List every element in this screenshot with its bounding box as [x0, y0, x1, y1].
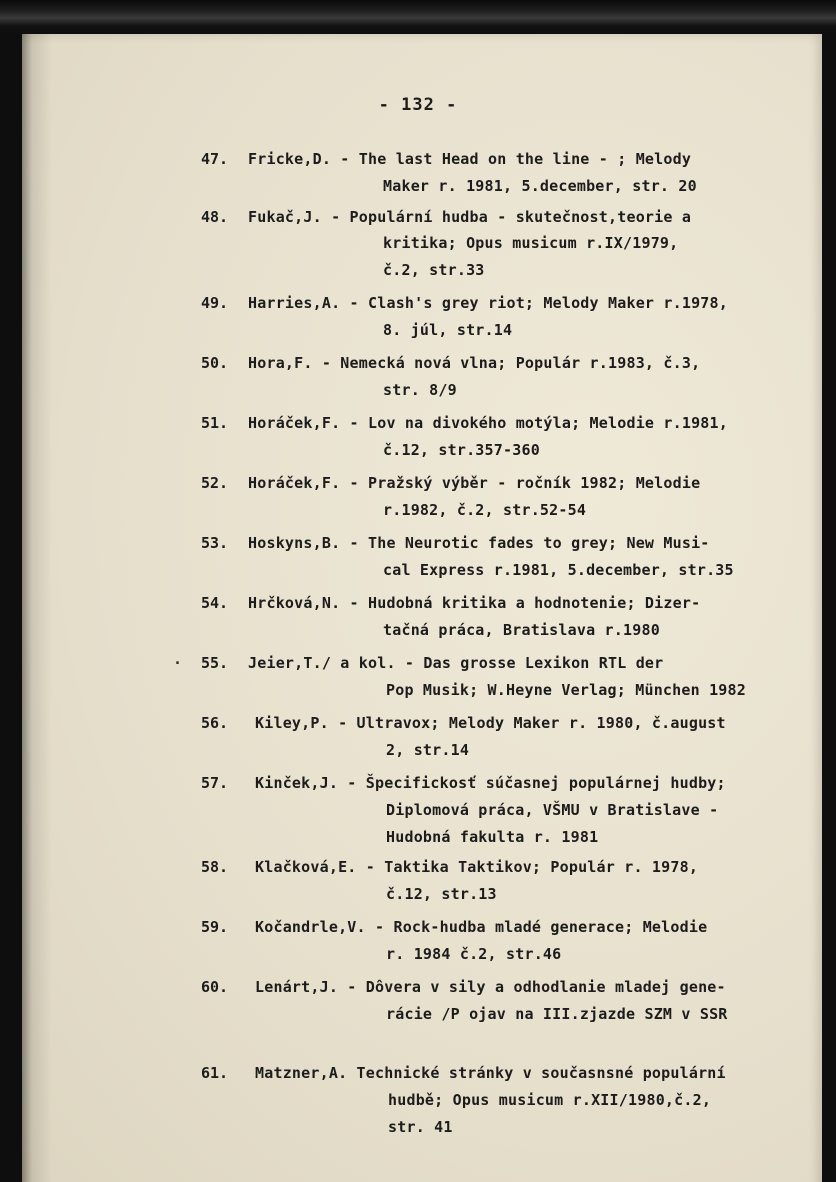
entry-text-line: Hoskyns,B. - The Neurotic fades to grey; New Musi- [248, 534, 710, 552]
entry-text-line: Horáček,F. - Lov na divokého motýla; Melodie r.1981, [248, 414, 728, 432]
entry-number: 52. [201, 474, 229, 492]
entry-text-line: Hudobná fakulta r. 1981 [386, 828, 599, 846]
entry-text-line: Fricke,D. - The last Head on the line - ; Melody [248, 150, 692, 168]
entry-text-line: Horáček,F. - Pražský výběr - ročník 1982; Melodie [248, 474, 701, 492]
entry-number: 51. [201, 414, 229, 432]
entry-number: 50. [201, 354, 229, 372]
entry-number: 58. [201, 858, 229, 876]
page-number: - 132 - [378, 95, 458, 115]
entry-text-line: r. 1984 č.2, str.46 [386, 945, 562, 963]
entry-text-line: r.1982, č.2, str.52-54 [383, 501, 587, 519]
entry-number: 59. [201, 918, 229, 936]
entry-text-line: str. 41 [388, 1118, 453, 1136]
entry-text-line: Maker r. 1981, 5.december, str. 20 [383, 177, 697, 195]
entry-text-line: rácie /P ojav na III.zjazde SZM v SSR [386, 1005, 728, 1023]
entry-text-line: hudbě; Opus musicum r.XII/1980,č.2, [388, 1091, 712, 1109]
entry-text-line: str. 8/9 [383, 381, 457, 399]
entry-text-line: 8. júl, str.14 [383, 321, 513, 339]
entry-text-line: cal Express r.1981, 5.december, str.35 [383, 561, 734, 579]
entry-number: 54. [201, 594, 229, 612]
entry-text-line: Hrčková,N. - Hudobná kritika a hodnotenie; Dizer- [248, 594, 701, 612]
entry-text-line: Hora,F. - Nemecká nová vlna; Populár r.1983, č.3, [248, 354, 701, 372]
entry-text-line: Kiley,P. - Ultravox; Melody Maker r. 1980, č.august [255, 714, 726, 732]
entry-text-line: č.12, str.13 [386, 885, 497, 903]
entry-text-line: Kočandrle,V. - Rock-hudba mladé generace; Melodie [255, 918, 708, 936]
entry-number: 61. [201, 1064, 229, 1082]
margin-mark: · [173, 654, 183, 672]
entry-text-line: Matzner,A. Technické stránky v současnsné populární [255, 1064, 726, 1082]
entry-text-line: Jeier,T./ a kol. - Das grosse Lexikon RTL der [248, 654, 664, 672]
entry-text-line: Fukač,J. - Populární hudba - skutečnost,teorie a [248, 208, 692, 226]
entry-text-line: tačná práca, Bratislava r.1980 [383, 621, 660, 639]
entry-number: 47. [201, 150, 229, 168]
entry-number: 49. [201, 294, 229, 312]
entry-text-line: Pop Musik; W.Heyne Verlag; München 1982 [386, 681, 746, 699]
entry-number: 48. [201, 208, 229, 226]
entry-text-line: Diplomová práca, VŠMU v Bratislave - [386, 801, 719, 819]
entry-text-line: Lenárt,J. - Dôvera v sily a odhodlanie mladej gene- [255, 978, 726, 996]
entry-number: 57. [201, 774, 229, 792]
entry-text-line: Kinček,J. - Špecifickosť súčasnej populárnej hudby; [255, 774, 726, 792]
entry-text-line: kritika; Opus musicum r.IX/1979, [383, 234, 679, 252]
entry-number: 53. [201, 534, 229, 552]
entry-text-line: Harries,A. - Clash's grey riot; Melody Maker r.1978, [248, 294, 728, 312]
entry-text-line: č.12, str.357-360 [383, 441, 540, 459]
entry-number: 56. [201, 714, 229, 732]
entry-text-line: 2, str.14 [386, 741, 470, 759]
entry-number: 55. [201, 654, 229, 672]
entry-text-line: Klačková,E. - Taktika Taktikov; Populár r. 1978, [255, 858, 699, 876]
entry-text-line: č.2, str.33 [383, 261, 485, 279]
entry-number: 60. [201, 978, 229, 996]
